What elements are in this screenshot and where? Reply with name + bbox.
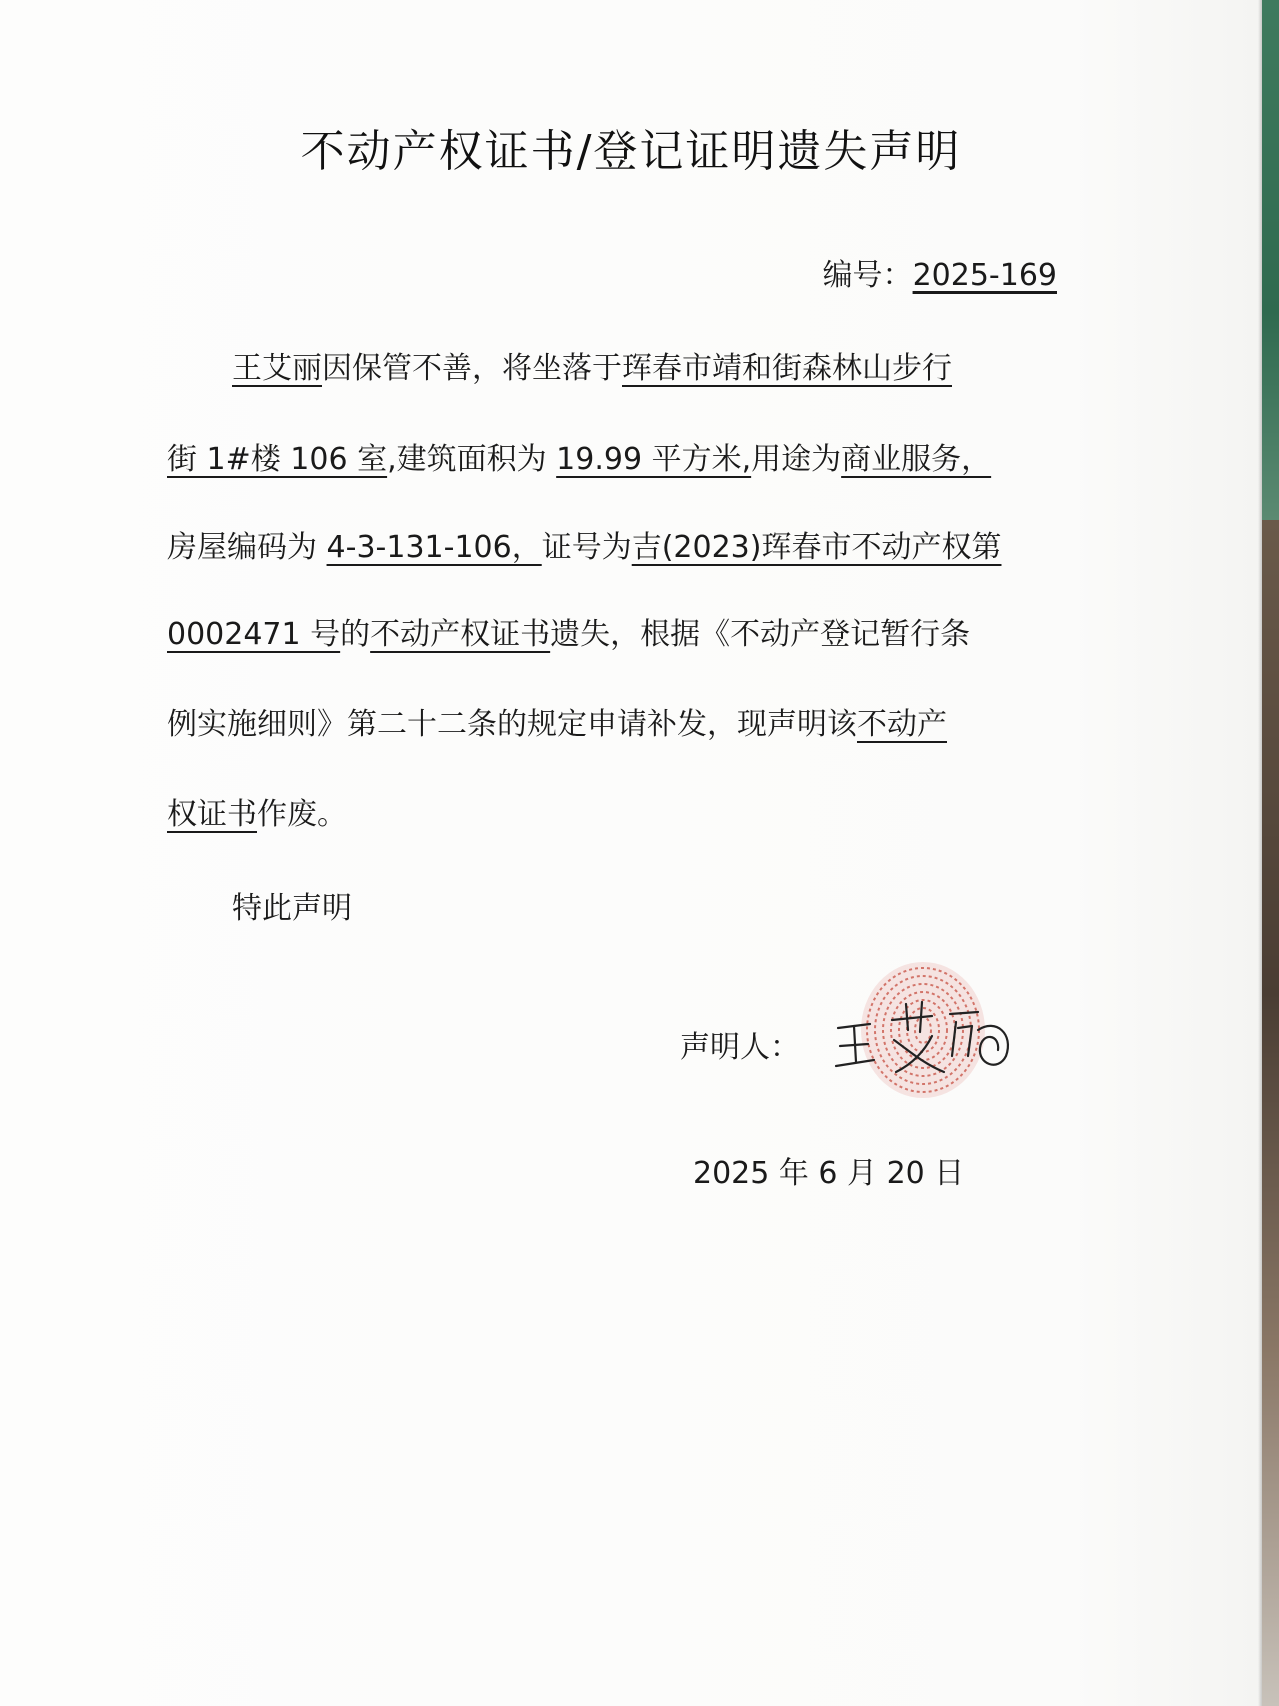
property-address-unit: 街 1#楼 106 室: [167, 442, 388, 477]
body-text: 用途为: [751, 442, 842, 477]
body-line-1: [232, 349, 952, 389]
document-number: [823, 250, 1057, 294]
background-wood-surface: [1262, 520, 1279, 1706]
certificate-type: 权证书: [167, 797, 257, 832]
body-line-4: [167, 615, 970, 655]
body-text: ,建筑面积为: [387, 442, 557, 477]
body-text: 因保管不善，将坐落于: [322, 351, 622, 386]
background-green-fabric: [1262, 0, 1279, 520]
document-number-value: 2025-169: [912, 258, 1057, 293]
body-line-6: [167, 795, 347, 835]
house-code: 4-3-131-106，: [326, 530, 542, 565]
closing-statement: 特此声明: [232, 891, 352, 926]
body-text: 的: [340, 617, 371, 652]
body-line-3: [167, 528, 1001, 568]
certificate-number-suffix: 0002471 号: [167, 617, 341, 652]
floor-area: 19.99 平方米,: [556, 442, 752, 477]
property-address: 珲春市靖和街森林山步行: [622, 351, 952, 386]
body-text: 证号为: [541, 530, 632, 565]
certificate-type: 不动产: [857, 707, 947, 742]
page-title: 不动产权证书/登记证明遗失声明: [300, 126, 962, 177]
property-usage: 商业服务，: [841, 442, 992, 477]
owner-name: 王艾丽: [232, 351, 322, 386]
certificate-type: 不动产权证书: [370, 617, 551, 652]
body-text: 房屋编码为: [167, 530, 327, 565]
declarer-label: 声明人：: [680, 1030, 800, 1065]
body-text: 遗失，根据《不动产登记暂行条: [550, 617, 971, 652]
signature-with-fingerprint: [828, 960, 1028, 1110]
body-text: 作废。: [257, 797, 347, 832]
body-text: 例实施细则》第二十二条的规定申请补发，现声明该: [167, 707, 857, 742]
document-number-label: 编号：: [822, 258, 913, 293]
body-line-5: [167, 705, 947, 745]
certificate-number: 吉(2023)珲春市不动产权第: [631, 530, 1002, 565]
fingerprint-icon: [861, 962, 985, 1098]
paper-edge-shadow: [1258, 0, 1262, 1706]
declaration-date: 2025 年 6 月 20 日: [693, 1156, 965, 1191]
body-line-2: [167, 440, 991, 480]
